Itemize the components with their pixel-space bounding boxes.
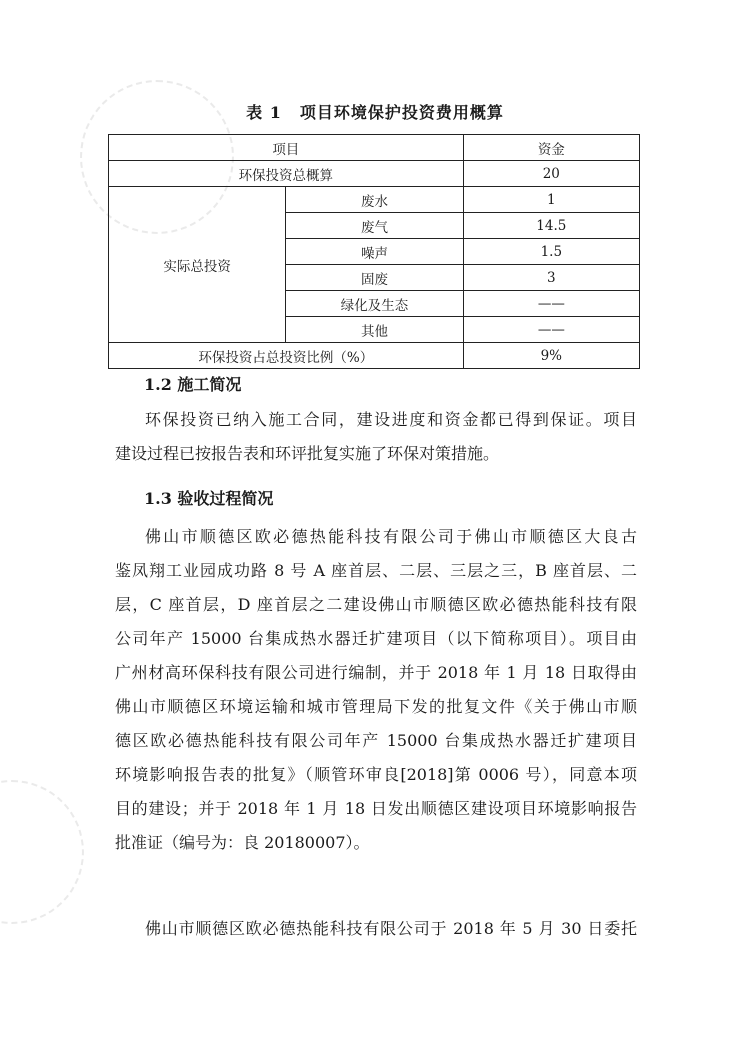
group-label: 实际总投资 xyxy=(109,187,286,343)
paragraph-acceptance xyxy=(115,520,637,860)
text-line: 建设过程已按报告表和环评批复实施了环保对策措施。 xyxy=(115,444,500,463)
total-value: 20 xyxy=(463,161,639,187)
text-line: 佛山市顺德区欧必德热能科技有限公司于 2018 年 5 月 30 日委托 xyxy=(145,919,637,938)
section-heading-1-3: 1.3 验收过程简况 xyxy=(144,489,274,508)
row-value: 1.5 xyxy=(463,239,639,265)
text-line: 德区欧必德热能科技有限公司年产 15000 台集成热水器迁扩建项目 xyxy=(115,731,637,750)
row-label: 绿化及生态 xyxy=(286,291,463,317)
row-label: 噪声 xyxy=(286,239,463,265)
ratio-value: 9% xyxy=(463,343,639,369)
text-line: 批准证（编号为：良 20180007）。 xyxy=(115,833,370,852)
investment-table xyxy=(108,134,640,369)
table-row xyxy=(109,187,640,213)
text-line: 目的建设；并于 2018 年 1 月 18 日发出顺德区建设项目环境影响报告 xyxy=(115,799,637,818)
paragraph-construction xyxy=(115,403,637,471)
text-line: 公司年产 15000 台集成热水器迁扩建项目（以下简称项目）。项目由 xyxy=(115,629,637,648)
row-value: 3 xyxy=(463,265,639,291)
text-line: 广州材高环保科技有限公司进行编制，并于 2018 年 1 月 18 日取得由 xyxy=(115,663,637,682)
header-item: 项目 xyxy=(109,135,464,161)
table-header-row xyxy=(109,135,640,161)
faint-stamp-left xyxy=(0,780,84,924)
row-label: 其他 xyxy=(286,317,463,343)
text-line: 环保投资已纳入施工合同，建设进度和资金都已得到保证。项目 xyxy=(145,410,637,429)
row-label: 固废 xyxy=(286,265,463,291)
total-label: 环保投资总概算 xyxy=(109,161,464,187)
row-value: 1 xyxy=(463,187,639,213)
text-line: 佛山市顺德区欧必德热能科技有限公司于佛山市顺德区大良古 xyxy=(145,527,637,546)
row-value: —— xyxy=(463,317,639,343)
text-line: 环境影响报告表的批复》（顺管环审良[2018]第 0006 号），同意本项 xyxy=(115,765,637,784)
text-line: 层，C 座首层，D 座首层之二建设佛山市顺德区欧必德热能科技有限 xyxy=(115,595,637,614)
table-row xyxy=(109,343,640,369)
section-heading-1-2: 1.2 施工简况 xyxy=(144,375,242,394)
table-number: 表 1 xyxy=(246,103,282,122)
table-row xyxy=(109,161,640,187)
paragraph-commission xyxy=(115,912,637,946)
table-title xyxy=(0,100,750,123)
header-funds: 资金 xyxy=(463,135,639,161)
row-value: 14.5 xyxy=(463,213,639,239)
text-line: 佛山市顺德区环境运输和城市管理局下发的批复文件《关于佛山市顺 xyxy=(115,697,637,716)
row-label: 废气 xyxy=(286,213,463,239)
table-caption: 项目环境保护投资费用概算 xyxy=(299,103,504,122)
row-value: —— xyxy=(463,291,639,317)
ratio-label: 环保投资占总投资比例（%） xyxy=(109,343,464,369)
text-line: 鉴凤翔工业园成功路 8 号 A 座首层、二层、三层之三，B 座首层、二 xyxy=(115,561,637,580)
row-label: 废水 xyxy=(286,187,463,213)
